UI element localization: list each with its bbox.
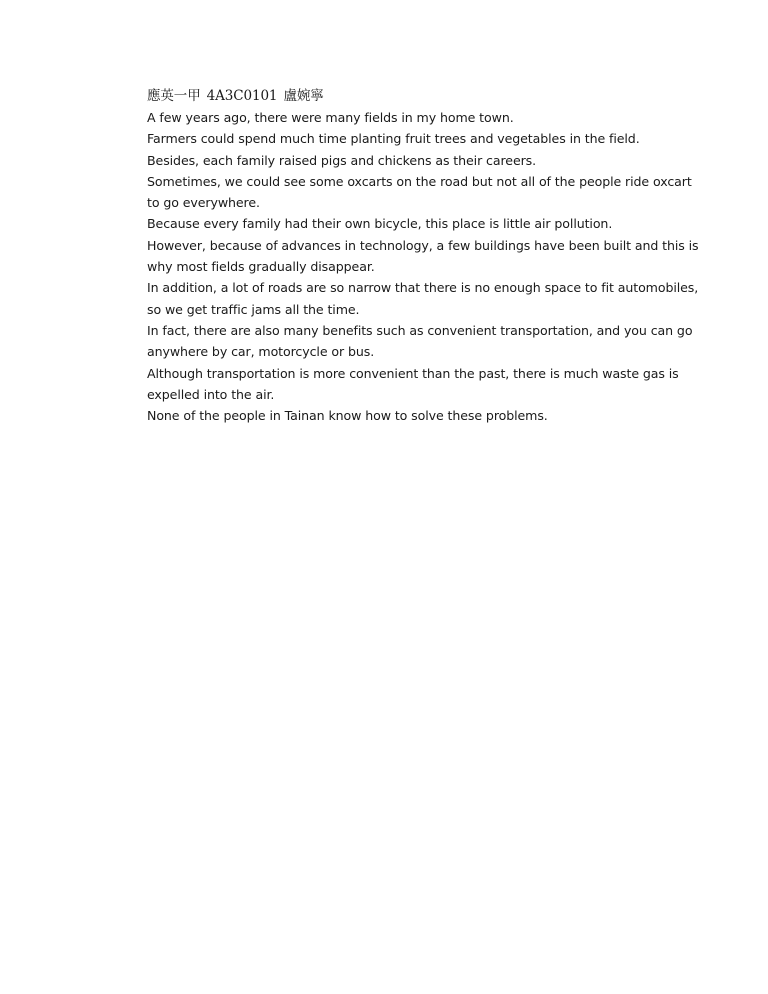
- paragraph: Farmers could spend much time planting fruit trees and vegetables in the field.: [147, 131, 640, 147]
- paragraph: In fact, there are also many benefits such as convenient transportation, and you can go anywhere by car, motorcycle or bus.: [147, 322, 693, 360]
- paragraph: However, because of advances in technology, a few buildings have been built and this is why most fields gradually disappear.: [147, 237, 699, 275]
- paragraph: Because every family had their own bicycle, this place is little air pollution.: [147, 216, 613, 232]
- student-header: [147, 86, 707, 106]
- paragraph: In addition, a lot of roads are so narrow that there is no enough space to fit automobiles, so we get traffic jams all the time.: [147, 280, 699, 317]
- paragraph: None of the people in Tainan know how to solve these problems.: [147, 408, 548, 424]
- essay-body: [147, 86, 707, 426]
- paragraph: Besides, each family raised pigs and chickens as their careers.: [147, 152, 537, 168]
- paragraph: Although transportation is more convenient than the past, there is much waste gas is expelled into the air.: [147, 365, 679, 402]
- class-label: 應英一甲: [147, 88, 201, 104]
- paragraph: Sometimes, we could see some oxcarts on the road but not all of the people ride oxcart to go everywhere.: [147, 173, 692, 211]
- student-name: 盧婉寧: [283, 88, 324, 104]
- student-id: 4A3C0101: [206, 88, 278, 104]
- paragraph: A few years ago, there were many fields in my home town.: [147, 110, 514, 125]
